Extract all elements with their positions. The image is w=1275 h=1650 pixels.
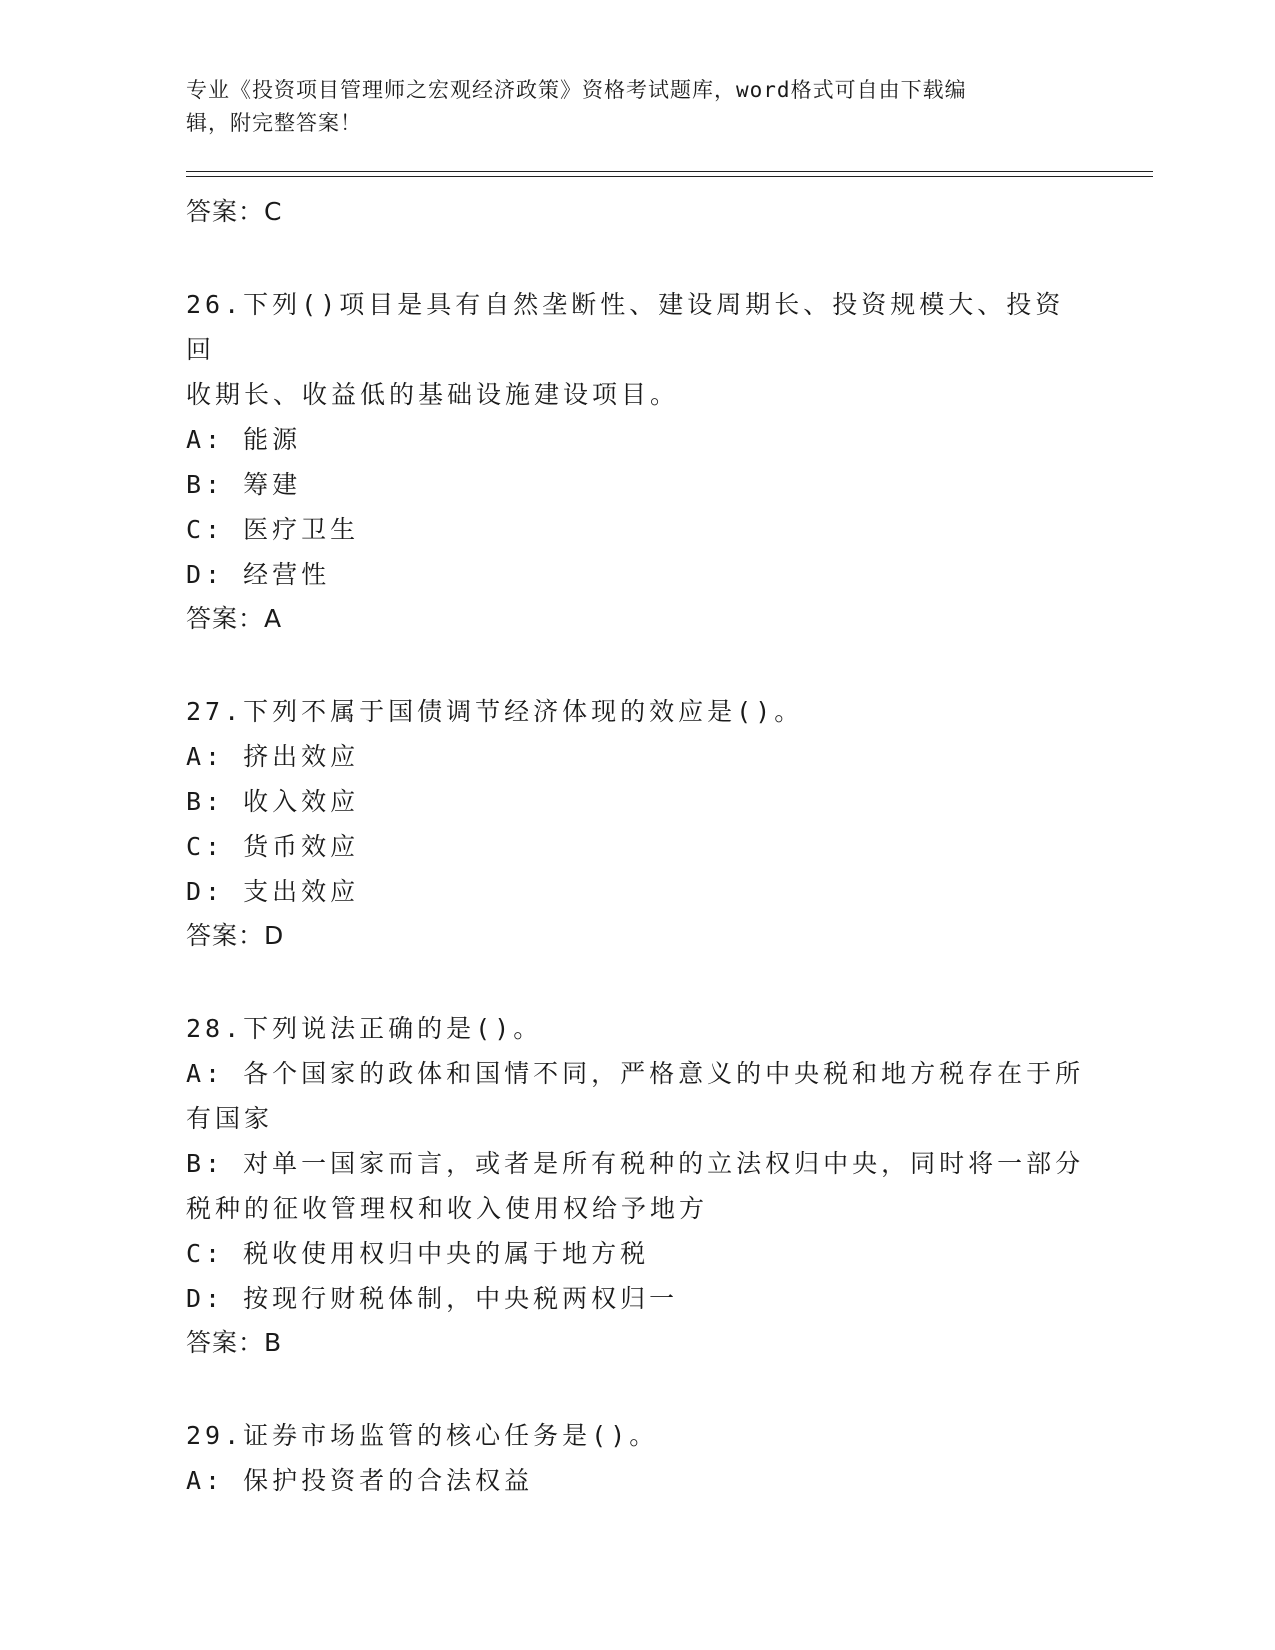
header-rule-bottom — [186, 176, 1153, 177]
question-26-option-b: B: 筹建 — [186, 470, 302, 499]
question-26-option-d: D: 经营性 — [186, 560, 331, 589]
question-26-stem-2: 收期长、收益低的基础设施建设项目。 — [186, 380, 680, 409]
question-26-stem-1: 26.下列()项目是具有自然垄断性、建设周期长、投资规模大、投资回 — [186, 290, 1065, 364]
document-header — [186, 74, 1086, 140]
question-28-answer: 答案：B — [186, 1328, 283, 1357]
question-28-option-b-line-1: B: 对单一国家而言，或者是所有税种的立法权归中央，同时将一部分 — [186, 1149, 1085, 1178]
answer-prev: 答案：C — [186, 197, 283, 226]
question-27-stem: 27.下列不属于国债调节经济体现的效应是()。 — [186, 697, 804, 726]
question-list — [186, 190, 1086, 1503]
question-27 — [186, 689, 1086, 958]
question-28-option-b-line-2: 税种的征收管理权和收入使用权给予地方 — [186, 1194, 709, 1223]
question-29-stem: 29.证券市场监管的核心任务是()。 — [186, 1421, 659, 1450]
question-28-option-c: C: 税收使用权归中央的属于地方税 — [186, 1239, 650, 1268]
header-line-1: 专业《投资项目管理师之宏观经济政策》资格考试题库，word格式可自由下载编 — [186, 78, 967, 102]
question-26 — [186, 282, 1086, 641]
question-27-option-c: C: 货币效应 — [186, 832, 360, 861]
question-27-answer: 答案：D — [186, 921, 285, 950]
question-26-option-a: A: 能源 — [186, 425, 302, 454]
question-26-answer: 答案：A — [186, 604, 283, 633]
question-28-option-d: D: 按现行财税体制，中央税两权归一 — [186, 1284, 679, 1313]
question-27-option-d: D: 支出效应 — [186, 877, 360, 906]
question-27-option-b: B: 收入效应 — [186, 787, 360, 816]
header-line-2: 辑，附完整答案！ — [186, 111, 362, 135]
question-27-option-a: A: 挤出效应 — [186, 742, 360, 771]
question-28-option-a-line-1: A: 各个国家的政体和国情不同，严格意义的中央税和地方税存在于所 — [186, 1059, 1085, 1088]
question-28-stem: 28.下列说法正确的是()。 — [186, 1014, 543, 1043]
question-29-option-a: A: 保护投资者的合法权益 — [186, 1466, 534, 1495]
question-29 — [186, 1413, 1086, 1503]
header-rule-top — [186, 171, 1153, 172]
question-28-option-a-line-2: 有国家 — [186, 1104, 274, 1133]
question-26-option-c: C: 医疗卫生 — [186, 515, 360, 544]
question-28 — [186, 1006, 1086, 1365]
